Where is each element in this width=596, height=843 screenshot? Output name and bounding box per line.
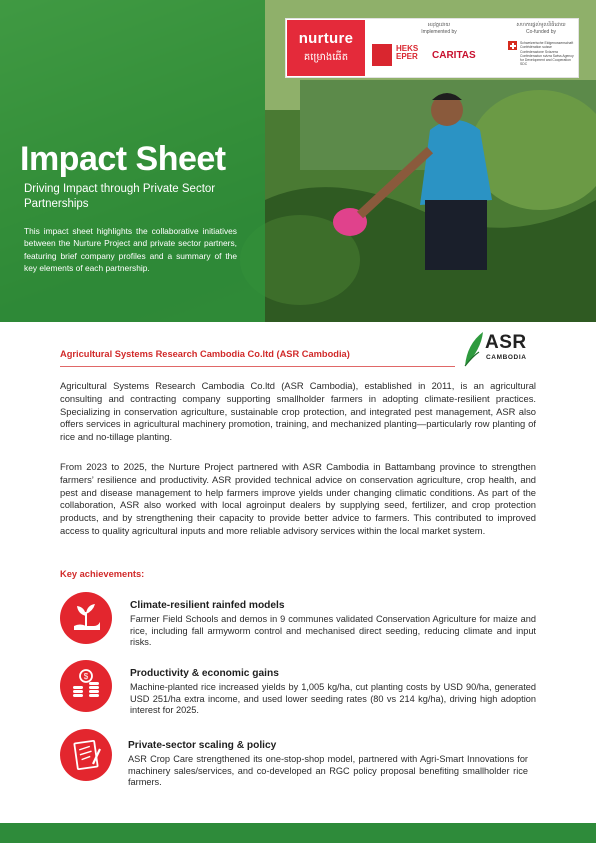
- implemented-by-label: អនុវត្តដោយ Implemented by: [421, 22, 457, 35]
- achievement-title: Productivity & economic gains: [130, 668, 279, 679]
- achievement-text: Machine-planted rice increased yields by 1,005 kg/ha, cut planting costs by USD 90/ha, generated USD 251/ha extra income, and used lower seeding rates (80 vs 214 kg/ha), driving high adoption interest for 2025.: [130, 682, 536, 715]
- heading-divider: [60, 366, 455, 367]
- hero-banner: [0, 0, 596, 322]
- asr-logo-sub: CAMBODIA: [486, 354, 527, 361]
- hero-description: This impact sheet highlights the collaborative initiatives between the Nurture Project and private sector partners, featuring brief company profiles and a summary of the key elements of each partnership.: [24, 226, 237, 273]
- caritas-logo: CARITAS: [432, 50, 476, 61]
- nurture-logo-text: nurture: [298, 30, 354, 47]
- cofunded-by-label: សហការផ្តល់មូលនិធិដោយ Co-funded by: [516, 22, 566, 35]
- policy-document-icon: [60, 729, 112, 781]
- partner-heading: Agricultural Systems Research Cambodia Co.ltd (ASR Cambodia): [60, 349, 350, 359]
- intro-paragraph: Agricultural Systems Research Cambodia Co.ltd (ASR Cambodia), established in 2011, is an agricultural consulting and contracting company supporting smallholder farmers in adopting climate-resilient practices. Specializing in conservation agriculture, sustainable crop protection, and integrated pest management, ASR also offers services in agricultural machinery promotion, training, and mechanized planting—particularly row planting of rice and no-tillage planting.: [60, 380, 536, 443]
- coin-stack-icon: [60, 660, 112, 712]
- achievement-text: Farmer Field Schools and demos in 9 communes validated Conservation Agriculture for maize and rice, including fall armyworm control and mechanised direct seeding, reducing climate and input risks.: [130, 614, 536, 647]
- achievement-title: Climate-resilient rainfed models: [130, 600, 285, 611]
- page-subtitle: Driving Impact through Private Sector Partnerships: [24, 183, 216, 210]
- swiss-flag-icon: [508, 41, 517, 50]
- partner-logo-strip: [285, 18, 579, 78]
- sdc-logo-text: Schweizerische Eidgenossenschaft Confédération suisse Confederazione Svizzera Confederaziun svizra Swiss Agency for Development and Cooperation SDC: [520, 41, 574, 67]
- seedling-hand-icon: [60, 592, 112, 644]
- achievement-title: Private-sector scaling & policy: [128, 740, 277, 751]
- nurture-logo: [287, 20, 365, 76]
- achievement-text: ASR Crop Care strengthened its one-stop-shop model, partnered with Agri-Smart Innovations for machinery sales/services, and co-developed an RGC policy proposal benefiting smallholder rice farmers.: [128, 754, 528, 787]
- key-achievements-heading: Key achievements:: [60, 569, 145, 579]
- asr-leaf-icon: [463, 330, 485, 368]
- footer-bar: [0, 823, 596, 843]
- nurture-logo-khmer: គម្រោងឆើត: [303, 52, 349, 63]
- asr-cambodia-logo: [463, 330, 538, 368]
- heks-logo-icon: [372, 44, 392, 66]
- partnership-paragraph: From 2023 to 2025, the Nurture Project partnered with ASR Cambodia in Battambang province to strengthen farmers’ resilience and productivity. ASR provided technical advice on conservation agriculture, crop health, and pest and disease management to help farmers improve yields under changing climatic conditions. As part of the collaboration, ASR also worked with local agroinput dealers by supplying seed, fertilizer, and crop protection products, and by strengthening their capacity to provide better advice to farmers. This contributed to improved access to quality agricultural inputs and more reliable advisory services within the local market system.: [60, 461, 536, 536]
- svg-text:$: $: [83, 672, 89, 681]
- asr-logo-name: ASR: [485, 332, 527, 353]
- page-title: Impact Sheet: [20, 140, 226, 178]
- heks-logo-text: HEKS EPER: [396, 44, 419, 61]
